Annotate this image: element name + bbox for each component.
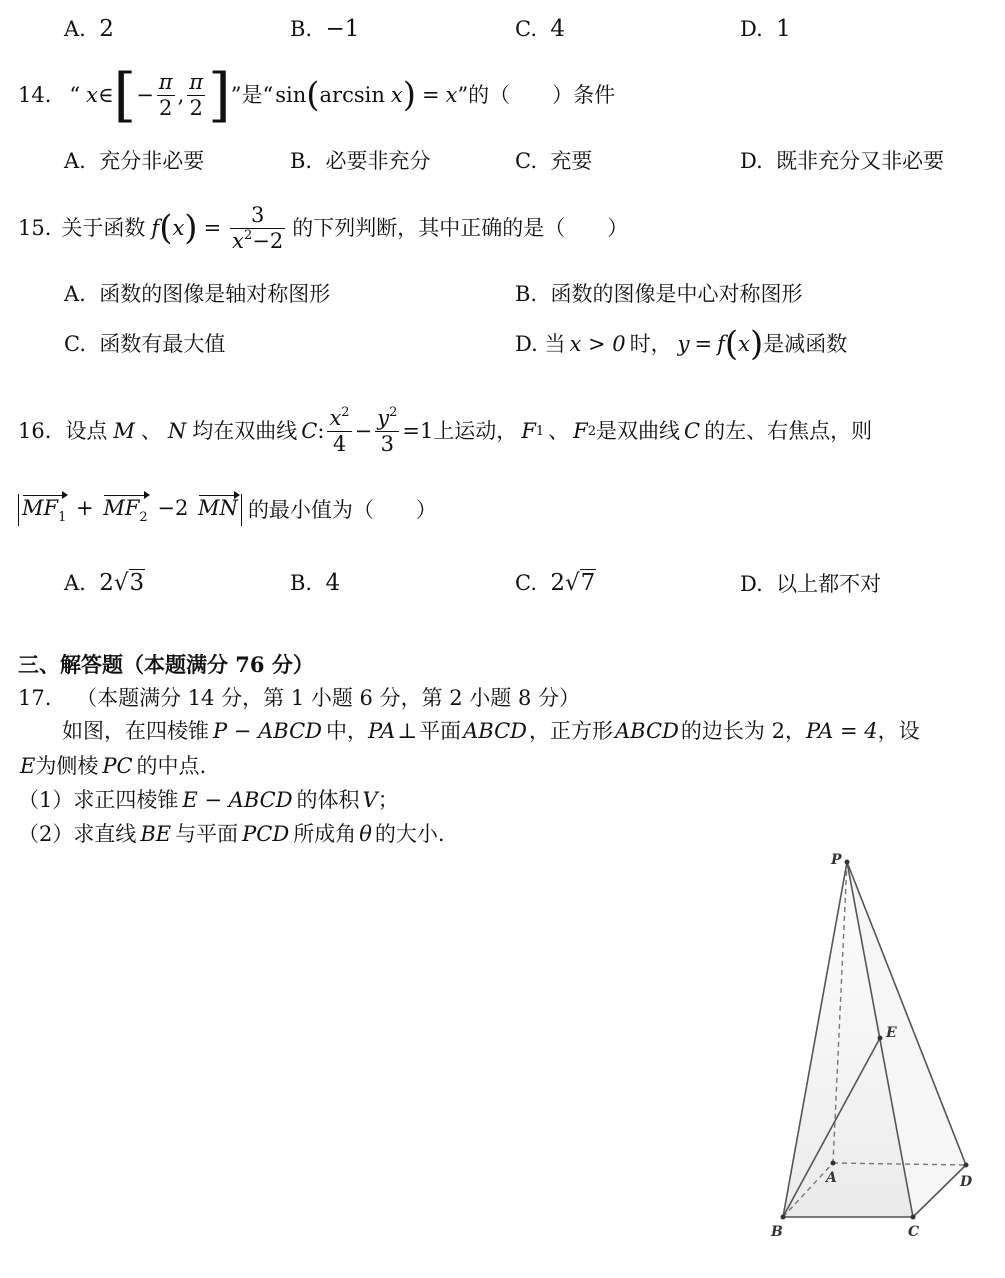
math-var: E	[20, 754, 36, 778]
math-var: f	[717, 331, 725, 356]
question-number: 17.	[18, 686, 52, 710]
math-sub: 2	[587, 423, 597, 439]
option-label: A.	[64, 571, 86, 595]
math-var: θ	[359, 822, 372, 846]
option-value: 2	[550, 570, 565, 596]
option-label: A.	[64, 17, 86, 41]
stem-text: 所成角	[293, 822, 357, 846]
option-label: A.	[64, 282, 86, 306]
option-label: D.	[515, 331, 538, 356]
stem-text: ；	[377, 788, 399, 812]
option-label: B.	[290, 571, 313, 595]
question-number: 14.	[18, 82, 52, 107]
math-sup: 2	[389, 405, 398, 421]
math-var: F	[573, 418, 588, 443]
option-text: 既非充分又非必要	[776, 149, 945, 173]
math-symbol: ⊥	[397, 719, 418, 743]
question-number: 16.	[18, 418, 52, 443]
math-var: M	[113, 418, 135, 443]
stem-text: 的大小.	[374, 822, 445, 846]
fraction-numerator: 3	[230, 203, 285, 228]
stem-text: 均在双曲线	[192, 418, 298, 443]
fraction-denominator: 2	[159, 95, 173, 120]
math-var: PCD	[242, 822, 290, 846]
stem-text: 中，	[325, 719, 368, 743]
math-var: x	[232, 228, 245, 253]
vertex-d	[964, 1163, 969, 1168]
math-expr: x > 0	[569, 331, 626, 356]
option-text: 时，	[629, 331, 672, 356]
option-text: 充要	[550, 149, 593, 173]
math-sub: 2	[139, 510, 148, 525]
stem-text: 是双曲线	[596, 418, 681, 443]
stem-text: 的边长为 2，	[680, 719, 806, 743]
stem-text: 与平面	[175, 822, 239, 846]
math-var: y	[677, 331, 690, 356]
math-var: x	[738, 331, 750, 356]
q15-stem: 15. 关于函数 f ( x ) = $\frac{3}{x^2-2}$ 的下列判断，其中正确的是（ ）	[18, 203, 629, 253]
quote-mark: “	[69, 82, 81, 107]
math-symbol: −	[354, 418, 373, 443]
vertex-c	[911, 1215, 916, 1220]
stem-text: （1）求正四棱锥	[18, 788, 179, 812]
stem-text: ”的（ ）条件	[457, 82, 616, 107]
q15-option-d: D. 当 x > 0 时， y = f ( x ) 是减函数	[515, 324, 848, 364]
stem-text: ”是“	[230, 82, 274, 107]
math-symbol: =	[203, 215, 222, 240]
option-label: A.	[64, 149, 86, 173]
math-sub: 1	[535, 423, 545, 439]
q16-option-c: C. 2√7	[515, 570, 596, 596]
vertex-p	[845, 860, 850, 865]
math-bracket: [	[113, 61, 137, 129]
label-c: C	[908, 1224, 920, 1240]
question-number: 15.	[18, 215, 52, 240]
vertex-a	[831, 1161, 836, 1166]
stem-text: 平面	[419, 719, 462, 743]
stem-text: 、	[140, 418, 162, 443]
label-e: E	[886, 1025, 897, 1041]
math-symbol: ∈	[98, 82, 114, 107]
math-expr: −2	[252, 228, 284, 253]
option-text: 函数的图像是轴对称图形	[99, 282, 331, 306]
option-text: 必要非充分	[325, 149, 431, 173]
option-label: D.	[740, 149, 763, 173]
math-bracket: ]	[208, 61, 231, 129]
option-text: 函数的图像是中心对称图形	[550, 282, 803, 306]
fraction-denominator: 2	[189, 95, 203, 120]
math-var: N	[167, 418, 187, 443]
math-var: C	[301, 418, 318, 443]
math-symbol: +	[76, 496, 94, 520]
math-sub: 1	[58, 510, 67, 525]
math-expr: PA = 4	[805, 719, 878, 743]
stem-text: ，设	[877, 719, 920, 743]
stem-text: 的最小值为（ ）	[247, 497, 437, 522]
math-sup: 2	[244, 227, 253, 243]
math-symbol: ,	[177, 82, 185, 107]
option-label: B.	[515, 282, 538, 306]
vector-mn: MN	[198, 496, 238, 520]
math-symbol: −	[136, 82, 154, 107]
option-value: 4	[325, 570, 341, 596]
math-var: F	[521, 418, 536, 443]
vertex-b	[781, 1215, 786, 1220]
math-var: BE	[140, 822, 172, 846]
math-var: V	[362, 788, 378, 812]
stem-text: 的体积	[296, 788, 360, 812]
math-expr: =1	[402, 418, 434, 443]
math-symbol: −2	[157, 496, 189, 520]
stem-text: 的中点.	[136, 754, 207, 778]
math-var: PC	[102, 754, 133, 778]
option-value: 1	[776, 16, 791, 42]
math-sup: 2	[341, 405, 350, 421]
stem-text: 上运动，	[433, 418, 518, 443]
stem-text: 关于函数	[61, 215, 146, 240]
option-value: 7	[580, 570, 596, 596]
math-expr: P − ABCD	[213, 719, 322, 743]
fraction-numerator: π	[189, 70, 204, 95]
label-a: A	[826, 1170, 837, 1186]
math-func: sin	[275, 82, 307, 107]
label-p: P	[831, 852, 842, 868]
math-paren: (	[306, 75, 320, 115]
math-var: f	[151, 215, 160, 240]
math-var: x	[329, 406, 342, 431]
q16-option-a: A. 2√3	[64, 570, 145, 596]
option-text: 是减函数	[763, 331, 848, 356]
option-text: 充分非必要	[99, 149, 205, 173]
math-symbol: :	[317, 418, 325, 443]
math-paren: )	[402, 75, 416, 115]
math-var: x	[86, 82, 98, 107]
stem-text: 如图，在四棱锥	[62, 719, 209, 743]
option-text: 当	[544, 331, 566, 356]
option-label: C.	[64, 332, 86, 356]
stem-text: 的下列判断，其中正确的是（ ）	[292, 215, 629, 240]
option-label: D.	[740, 17, 763, 41]
stem-text: （2）求直线	[18, 822, 137, 846]
stem-text: ，正方形	[529, 719, 613, 743]
math-var: ABCD	[463, 719, 527, 743]
math-symbol: =	[694, 331, 713, 356]
stem-text: 、	[548, 418, 570, 443]
math-var: PA	[367, 719, 396, 743]
stem-text: 的左、右焦点，则	[704, 418, 873, 443]
math-expr: E − ABCD	[182, 788, 293, 812]
option-value: 2	[99, 570, 114, 596]
option-value: −1	[325, 16, 360, 42]
math-var: C	[684, 418, 701, 443]
vertex-e	[878, 1036, 883, 1041]
fraction-numerator: π	[158, 70, 173, 95]
math-var: x	[172, 215, 185, 240]
option-value: 2	[99, 16, 114, 42]
math-func: arcsin	[319, 82, 385, 107]
stem-text: 为侧棱	[35, 754, 99, 778]
math-var: MF	[22, 496, 59, 520]
option-text: 以上都不对	[776, 572, 882, 596]
option-text: 函数有最大值	[99, 332, 226, 356]
option-value: 4	[550, 16, 565, 42]
math-var: MF	[103, 496, 140, 520]
section-heading: 三、解答题（本题满分 76 分）	[18, 652, 314, 677]
option-label: B.	[290, 149, 313, 173]
option-value: 3	[129, 570, 145, 596]
math-var: x	[390, 82, 403, 107]
label-d: D	[960, 1174, 973, 1190]
option-label: D.	[740, 572, 763, 596]
option-label: B.	[290, 17, 313, 41]
stem-text: 设点	[65, 418, 108, 443]
label-b: B	[771, 1224, 783, 1240]
fraction-denominator: 3	[380, 431, 394, 456]
option-label: C.	[515, 17, 537, 41]
fraction-denominator: 4	[332, 431, 347, 456]
math-var: y	[377, 406, 390, 431]
math-var: x	[445, 82, 458, 107]
math-symbol: =	[421, 82, 440, 107]
option-label: C.	[515, 149, 537, 173]
math-var: ABCD	[615, 719, 679, 743]
option-label: C.	[515, 571, 537, 595]
score-note: （本题满分 14 分，第 1 小题 6 分，第 2 小题 8 分）	[76, 686, 581, 710]
